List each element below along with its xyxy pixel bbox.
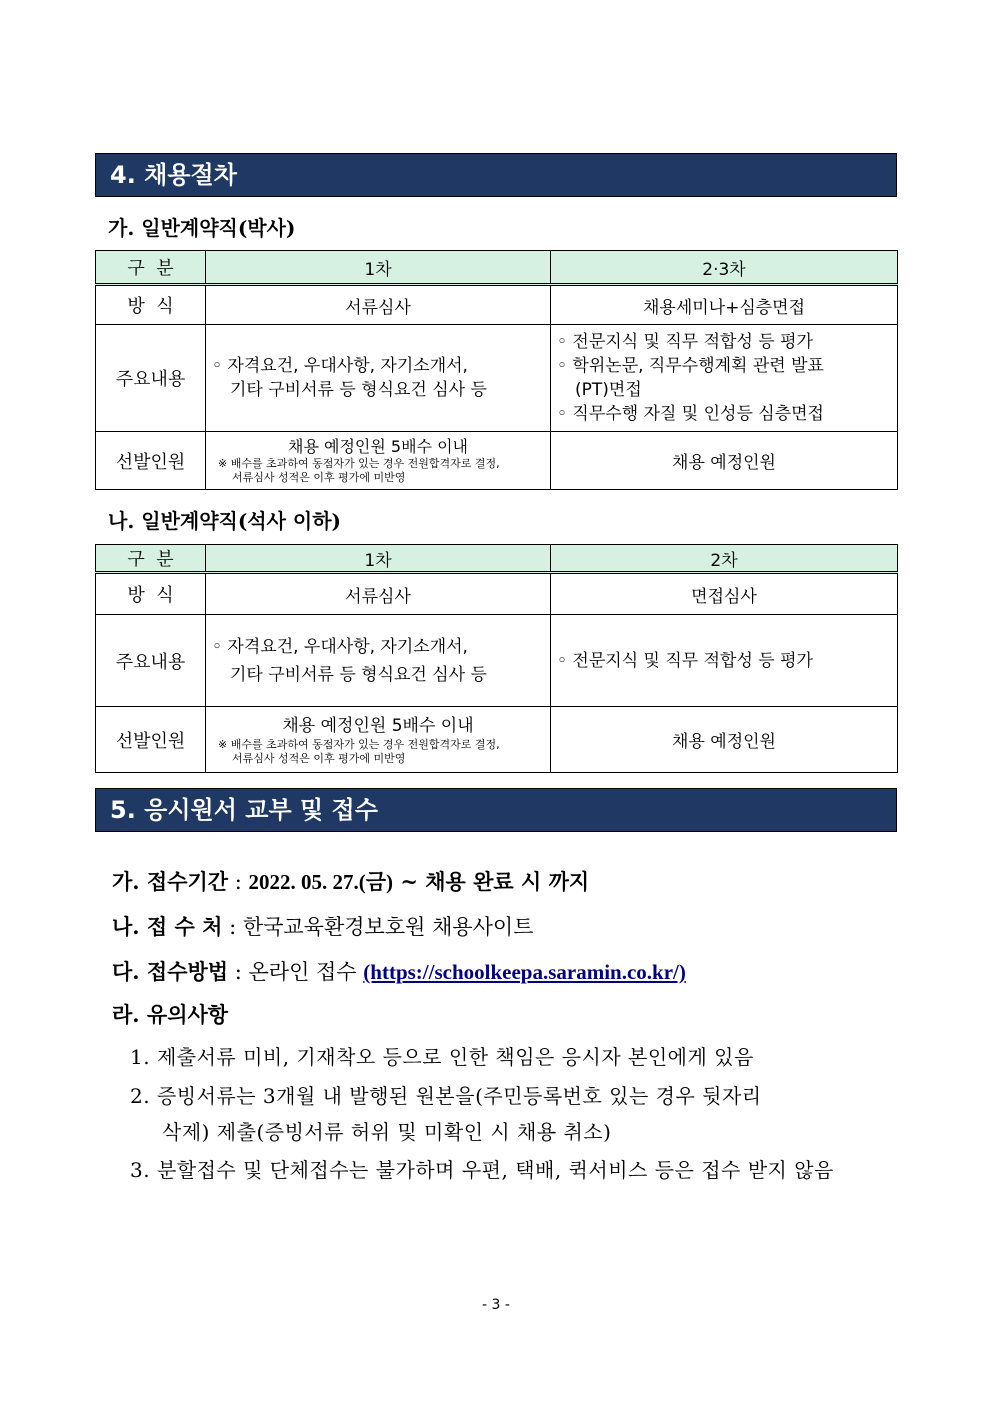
content-stage-2-line-1: ◦ 전문지식 및 직무 적합성 등 평가 — [557, 650, 813, 671]
content-stage-1-line-1: ◦ 자격요건, 우대사항, 자기소개서, — [212, 356, 468, 376]
content-stage-1 — [206, 325, 551, 432]
subsection-b-title: 나. 일반계약직(석사 이하) — [108, 509, 342, 533]
table-row-content — [96, 615, 898, 707]
content-stage-2-line-3: (PT)면접 — [575, 380, 642, 400]
content-stage-2-line-2: ◦ 학위논문, 직무수행계획 관련 발표 — [557, 356, 824, 376]
selection-stage-1-value: 채용 예정인원 5배수 이내 — [282, 715, 474, 736]
recruitment-site-link[interactable]: (https://schoolkeepa.saramin.co.kr/) — [363, 960, 686, 984]
header-stage-1: 1차 — [206, 251, 551, 285]
method-label: 방 식 — [96, 573, 206, 615]
note-item-3: 3. 분할접수 및 단체접수는 불가하며 우편, 택배, 퀵서비스 등은 접수 받지 않음 — [130, 1158, 834, 1182]
table-row-selection — [96, 707, 898, 773]
selection-note-line-2: 서류심사 성적은 이후 평가에 미반영 — [232, 470, 406, 484]
selection-stage-1 — [206, 707, 551, 773]
content-stage-2-line-4: ◦ 직무수행 자질 및 인성등 심층면접 — [557, 404, 824, 424]
notes-heading — [112, 999, 228, 1029]
application-place-separator: : — [222, 915, 243, 939]
note-item-2: 2. 증빙서류는 3개월 내 발행된 원본을(주민등록번호 있는 경우 뒷자리 — [130, 1084, 762, 1108]
table-header-row — [96, 545, 898, 573]
section-5-title: 5. 응시원서 교부 및 접수 — [110, 796, 378, 824]
table-masters — [95, 544, 898, 773]
application-place — [112, 911, 534, 941]
selection-note-line-1: ※ 배수를 초과하여 동점자가 있는 경우 전원합격자로 결정, — [218, 456, 500, 470]
application-period-tail: ~ 채용 완료 시 까지 — [393, 869, 590, 894]
selection-note-line-1: ※ 배수를 초과하여 동점자가 있는 경우 전원합격자로 결정, — [218, 737, 500, 751]
application-method — [112, 956, 686, 986]
header-category: 구 분 — [96, 545, 206, 573]
application-period — [112, 866, 589, 896]
method-stage-1: 서류심사 — [206, 573, 551, 615]
content-stage-1 — [206, 615, 551, 707]
header-stage-2: 2차 — [551, 545, 898, 573]
content-stage-1-line-2: 기타 구비서류 등 형식요건 심사 등 — [230, 380, 487, 400]
page-number: - 3 - — [482, 1297, 510, 1313]
method-stage-2: 채용세미나+심층면접 — [551, 285, 898, 325]
selection-stage-1 — [206, 432, 551, 490]
application-place-value: 한국교육환경보호원 채용사이트 — [242, 915, 534, 939]
method-stage-2: 면접심사 — [551, 573, 898, 615]
selection-label: 선발인원 — [96, 432, 206, 490]
content-stage-2-line-1: ◦ 전문지식 및 직무 적합성 등 평가 — [557, 332, 813, 352]
subsection-a-title: 가. 일반계약직(박사) — [108, 216, 296, 240]
content-label: 주요내용 — [96, 615, 206, 707]
method-label: 방 식 — [96, 285, 206, 325]
content-label: 주요내용 — [96, 325, 206, 432]
application-method-value: 온라인 접수 — [248, 960, 364, 984]
application-method-separator: : — [228, 960, 249, 984]
header-stage-2: 2·3차 — [551, 251, 898, 285]
table-row-selection — [96, 432, 898, 490]
table-row-content — [96, 325, 898, 432]
table-row-method — [96, 285, 898, 325]
header-category: 구 분 — [96, 251, 206, 285]
selection-label: 선발인원 — [96, 707, 206, 773]
content-stage-2 — [551, 615, 898, 707]
table-header-row — [96, 251, 898, 285]
selection-note-line-2: 서류심사 성적은 이후 평가에 미반영 — [232, 751, 406, 765]
selection-stage-2: 채용 예정인원 — [551, 707, 898, 773]
section-4-title: 4. 채용절차 — [110, 161, 237, 189]
section-4-title-bar — [95, 153, 897, 197]
header-stage-1: 1차 — [206, 545, 551, 573]
note-item-2-continued: 삭제) 제출(증빙서류 허위 및 미확인 시 채용 취소) — [162, 1120, 612, 1144]
content-stage-2 — [551, 325, 898, 432]
content-stage-1-line-1: ◦ 자격요건, 우대사항, 자기소개서, — [212, 636, 468, 657]
selection-stage-1-value: 채용 예정인원 5배수 이내 — [288, 436, 468, 456]
application-period-separator: : — [228, 870, 249, 894]
section-5-title-bar — [95, 788, 897, 832]
selection-stage-2: 채용 예정인원 — [551, 432, 898, 490]
table-row-method — [96, 573, 898, 615]
application-place-label: 나. 접 수 처 — [112, 914, 223, 939]
note-item-1: 1. 제출서류 미비, 기재착오 등으로 인한 책임은 응시자 본인에게 있음 — [130, 1045, 754, 1069]
notes-label: 라. 유의사항 — [112, 1002, 229, 1027]
application-period-label: 가. 접수기간 — [112, 869, 229, 894]
table-doctorate — [95, 250, 898, 490]
application-period-date: 2022. 05. 27.(금) — [248, 870, 394, 894]
method-stage-1: 서류심사 — [206, 285, 551, 325]
application-method-label: 다. 접수방법 — [112, 959, 229, 984]
content-stage-1-line-2: 기타 구비서류 등 형식요건 심사 등 — [230, 664, 487, 685]
